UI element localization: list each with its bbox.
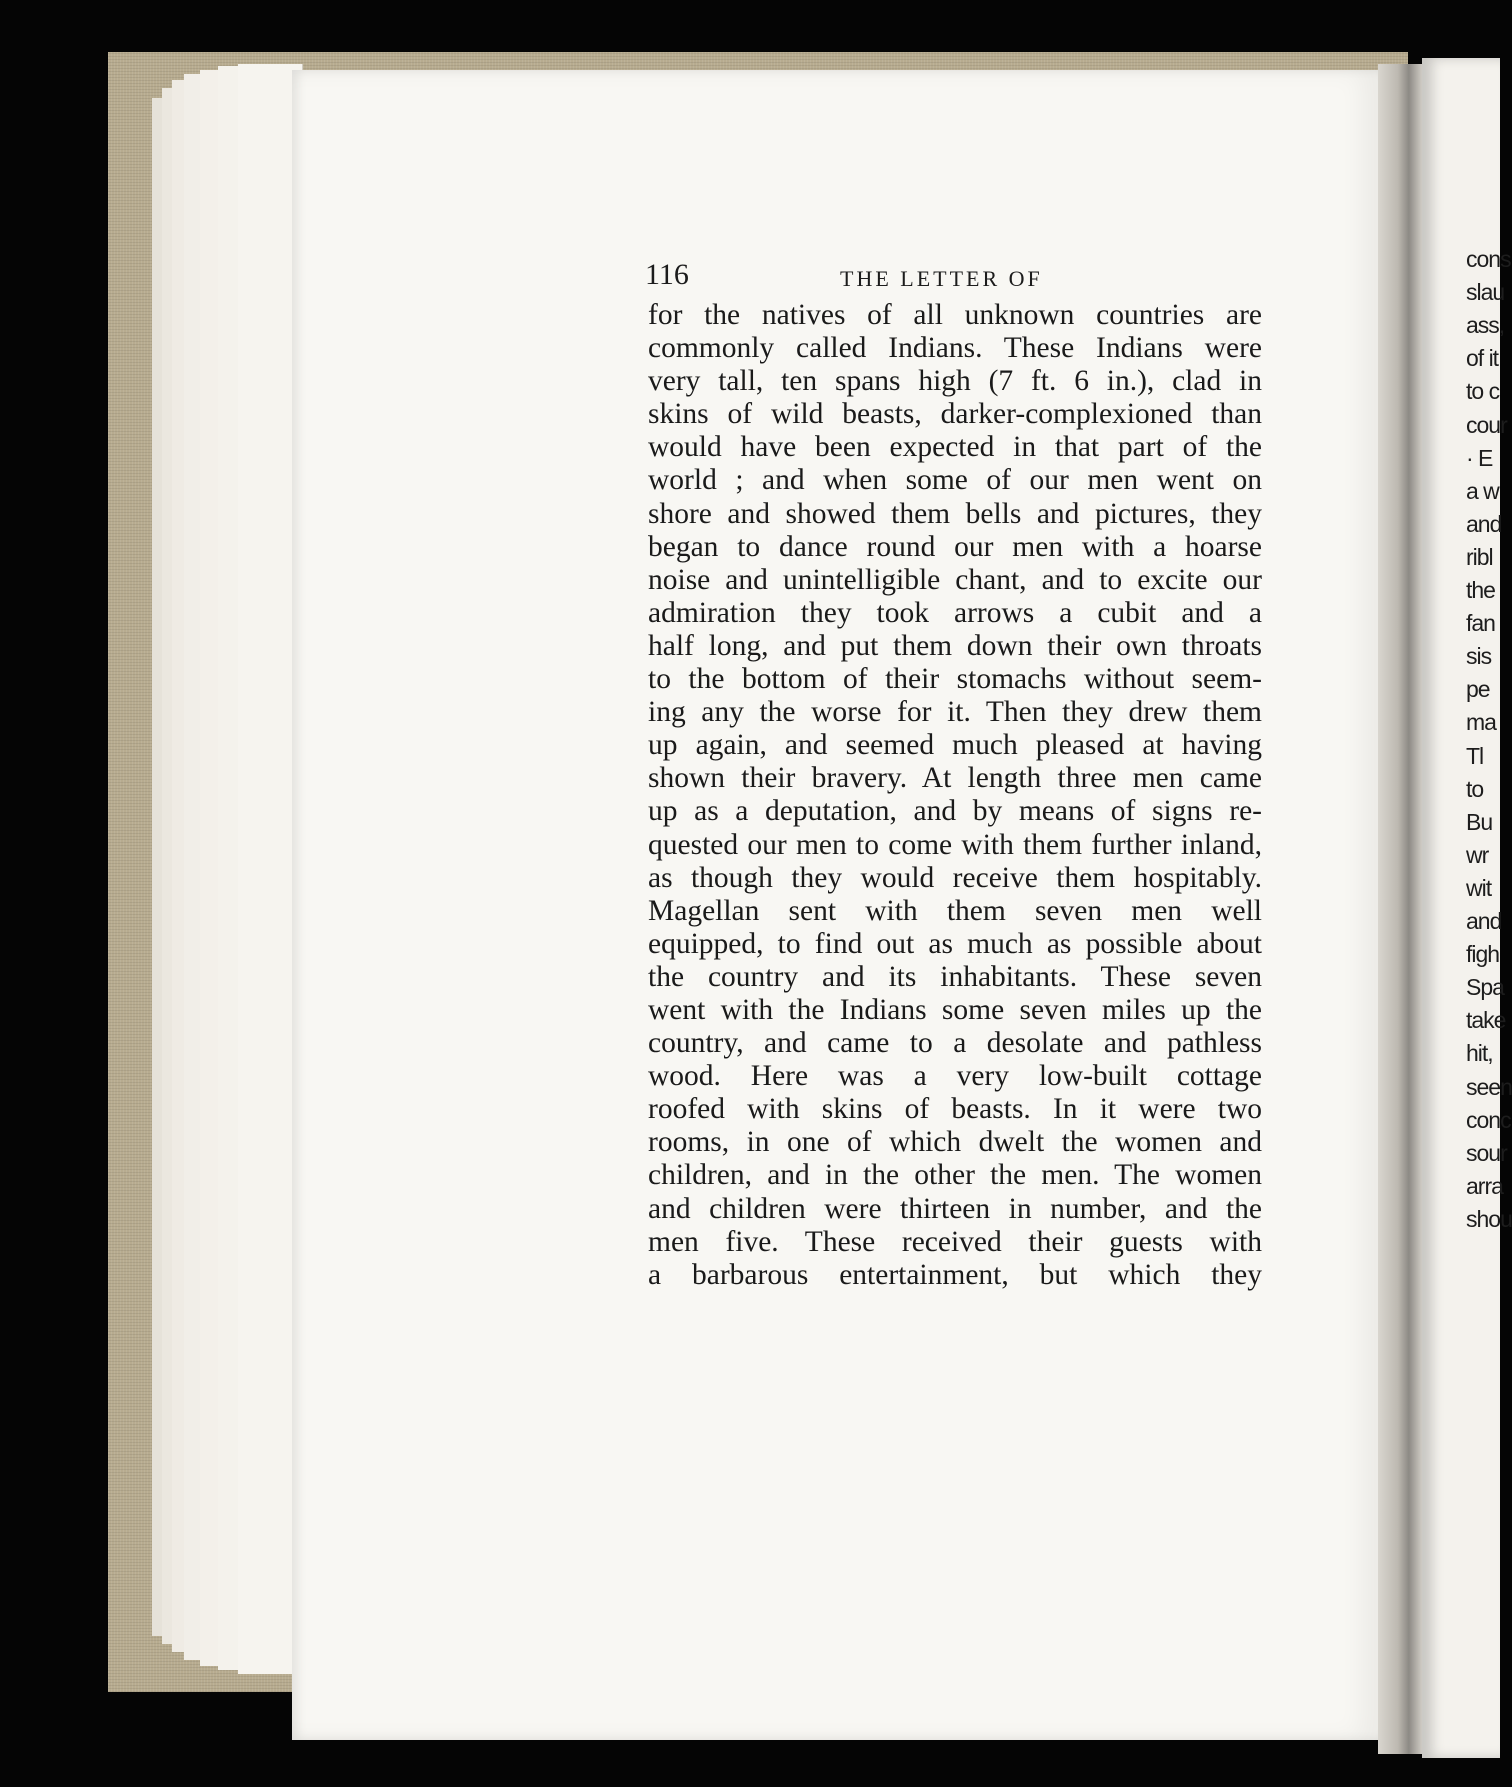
facing-page-fragment: Bu — [1466, 808, 1493, 835]
facing-page-fragment: hit, — [1466, 1040, 1493, 1067]
facing-page-fragment: sis — [1466, 643, 1492, 670]
text-line: would have been expected in that part of the — [648, 431, 1262, 464]
text-line: and children were thirteen in number, and the — [648, 1192, 1262, 1225]
facing-page-fragment: to c — [1466, 378, 1500, 405]
facing-page-fragment: a w — [1466, 477, 1499, 504]
facing-page-fragment: Spa — [1466, 974, 1504, 1001]
text-line: children, and in the other the men. The women — [648, 1159, 1262, 1192]
text-line: wood. Here was a very low-built cottage — [648, 1060, 1262, 1093]
body-text — [648, 299, 1262, 1292]
text-line: the country and its inhabitants. These seven — [648, 960, 1262, 993]
facing-page-fragment: cour — [1466, 411, 1507, 438]
facing-page-fragment: cons — [1466, 246, 1511, 272]
text-line: country, and came to a desolate and pathless — [648, 1027, 1262, 1060]
facing-page-fragment: sour — [1466, 1139, 1507, 1166]
page-header — [645, 258, 1265, 298]
facing-page-fragment: figh — [1466, 941, 1500, 968]
facing-page-fragment: and — [1466, 510, 1502, 537]
text-line: up as a deputation, and by means of signs re- — [648, 795, 1262, 828]
facing-page-fragment: wr — [1466, 841, 1489, 868]
facing-page-fragment: of it — [1466, 345, 1499, 372]
text-line: went with the Indians some seven miles up the — [648, 993, 1262, 1026]
facing-page-fragment: fan — [1466, 610, 1495, 637]
text-line: half long, and put them down their own throats — [648, 629, 1262, 662]
text-line: world ; and when some of our men went on — [648, 464, 1262, 497]
text-line: rooms, in one of which dwelt the women and — [648, 1126, 1262, 1159]
page-number: 116 — [645, 258, 689, 291]
facing-page-fragment: ribl — [1466, 543, 1493, 570]
facing-page-fragment: ma — [1466, 709, 1496, 736]
facing-page-fragment: wit — [1466, 874, 1492, 901]
book-gutter — [1378, 64, 1422, 1754]
text-line: to the bottom of their stomachs without seem- — [648, 663, 1262, 696]
facing-page-fragment: · E — [1466, 444, 1493, 471]
text-line: Magellan sent with them seven men well — [648, 894, 1262, 927]
facing-page-fragment: take — [1466, 1007, 1506, 1034]
facing-page-fragment: the — [1466, 577, 1495, 603]
running-head: THE LETTER OF — [840, 266, 1043, 291]
text-line: noise and unintelligible chant, and to excite our — [648, 563, 1262, 596]
text-line: began to dance round our men with a hoarse — [648, 530, 1262, 563]
facing-page-fragment: and — [1466, 908, 1502, 934]
text-line: admiration they took arrows a cubit and a — [648, 596, 1262, 629]
facing-page-fragment: slau — [1466, 279, 1505, 306]
text-line: for the natives of all unknown countries are — [648, 299, 1262, 331]
text-line: equipped, to find out as much as possible about — [648, 927, 1262, 960]
text-line: roofed with skins of beasts. In it were two — [648, 1093, 1262, 1126]
facing-page-fragment: to — [1466, 775, 1484, 802]
text-line: quested our men to come with them further inland, — [648, 828, 1262, 861]
facing-page — [1422, 58, 1512, 1758]
text-line: skins of wild beasts, darker-complexioned than — [648, 398, 1262, 431]
text-line: commonly called Indians. These Indians were — [648, 332, 1262, 365]
text-line: a barbarous entertainment, but which they — [648, 1258, 1262, 1291]
text-line: ing any the worse for it. Then they drew them — [648, 696, 1262, 729]
facing-page-fragment: pe — [1466, 676, 1490, 703]
text-line: very tall, ten spans high (7 ft. 6 in.), clad in — [648, 365, 1262, 398]
facing-page-fragment: shou — [1466, 1205, 1512, 1232]
facing-page-fragment: conc — [1466, 1106, 1511, 1133]
text-line: shore and showed them bells and pictures, they — [648, 497, 1262, 530]
facing-page-fragment: ass, — [1466, 312, 1505, 339]
facing-page-fragment: Tl — [1466, 742, 1484, 769]
text-line: as though they would receive them hospitably. — [648, 861, 1262, 894]
text-line: shown their bravery. At length three men came — [648, 762, 1262, 795]
text-line: men five. These received their guests with — [648, 1225, 1262, 1258]
text-line: up again, and seemed much pleased at having — [648, 729, 1262, 762]
facing-page-fragment: seen — [1466, 1073, 1512, 1100]
facing-page-fragment: arra — [1466, 1172, 1503, 1199]
